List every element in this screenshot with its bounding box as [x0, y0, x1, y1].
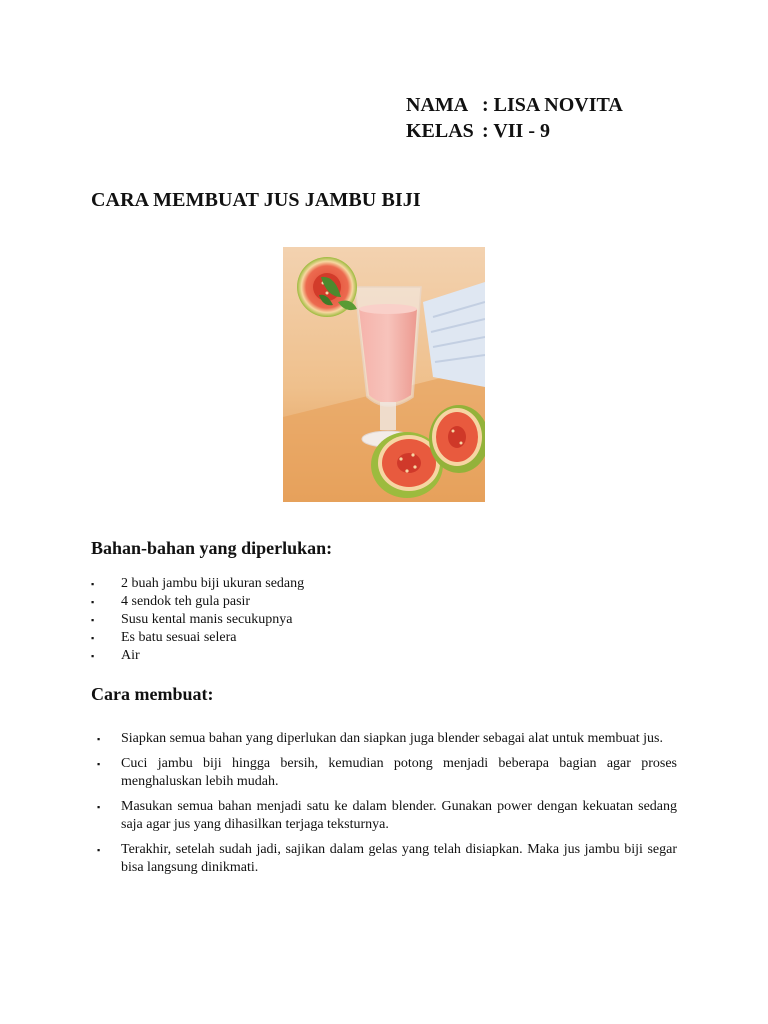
list-item: ▪ Terakhir, setelah sudah jadi, sajikan dalam gelas yang telah disiapkan. Maka jus jambu biji segar bisa langsung dinikmati. — [97, 842, 677, 875]
name-row — [406, 92, 623, 118]
bullet-icon: ▪ — [97, 734, 101, 744]
name-value: LISA NOVITA — [493, 94, 623, 116]
steps-list — [97, 730, 677, 884]
name-separator: : — [482, 94, 494, 116]
class-label: KELAS — [406, 120, 474, 142]
list-item: ▪ Cuci jambu biji hingga bersih, kemudian potong menjadi beberapa bagian agar proses menghaluskan lebih mudah. — [97, 756, 677, 789]
list-item: ▪ Susu kental manis secukupnya — [91, 612, 293, 627]
class-value: VII - 9 — [493, 120, 550, 142]
ingredients-heading: Bahan-bahan yang diperlukan: — [91, 538, 333, 558]
ingredients-list — [91, 575, 304, 665]
name-label: NAMA — [406, 94, 469, 116]
bullet-icon: ▪ — [91, 615, 95, 625]
student-info — [406, 92, 623, 144]
steps-heading: Cara membuat: — [91, 684, 214, 704]
bullet-icon: ▪ — [91, 651, 95, 661]
bullet-icon: ▪ — [91, 633, 95, 643]
list-item: ▪ Siapkan semua bahan yang diperlukan dan siapkan juga blender sebagai alat untuk membuat jus. — [97, 731, 663, 746]
class-row — [406, 118, 623, 144]
list-item: ▪ Air — [91, 648, 140, 663]
list-item: ▪ Masukan semua bahan menjadi satu ke dalam blender. Gunakan power dengan kekuatan sedang saja agar jus yang dihasilkan terjaga teksturnya. — [97, 799, 677, 832]
class-separator: : — [482, 120, 494, 142]
bullet-icon: ▪ — [97, 802, 101, 812]
list-item: ▪ Es batu sesuai selera — [91, 630, 237, 645]
list-item: ▪ 2 buah jambu biji ukuran sedang — [91, 576, 305, 591]
bullet-icon: ▪ — [97, 845, 101, 855]
document-title: CARA MEMBUAT JUS JAMBU BIJI — [91, 189, 421, 211]
bullet-icon: ▪ — [91, 579, 95, 589]
bullet-icon: ▪ — [97, 759, 101, 769]
bullet-icon: ▪ — [91, 597, 95, 607]
guava-juice-photo — [283, 247, 485, 502]
list-item: ▪ 4 sendok teh gula pasir — [91, 594, 251, 609]
